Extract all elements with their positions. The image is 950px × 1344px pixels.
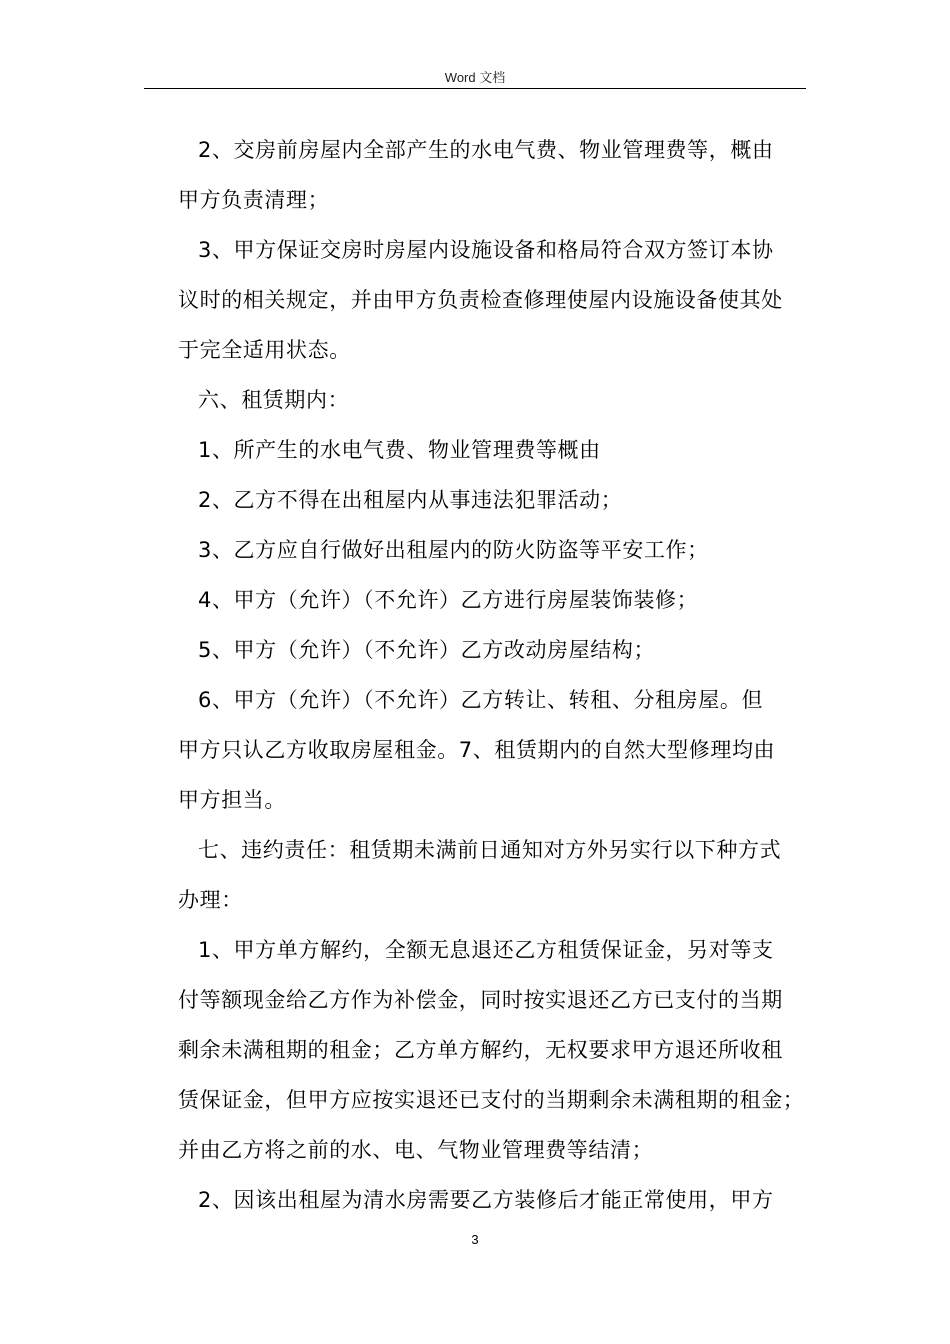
body-line: 于完全适用状态。	[178, 338, 351, 362]
page-header: Word 文档	[444, 70, 506, 85]
body-line: 2、乙方不得在出租屋内从事违法犯罪活动；	[198, 488, 623, 512]
header-rule	[144, 88, 806, 89]
body-line: 剩余未满租期的租金；乙方单方解约，无权要求甲方退还所收租	[178, 1038, 783, 1062]
body-line: 3、甲方保证交房时房屋内设施设备和格局符合双方签订本协	[198, 238, 774, 262]
body-line: 2、交房前房屋内全部产生的水电气费、物业管理费等，概由	[198, 138, 774, 162]
body-line: 甲方担当。	[178, 788, 286, 812]
body-line: 3、乙方应自行做好出租屋内的防火防盗等平安工作；	[198, 538, 709, 562]
page-number: 3	[471, 1232, 479, 1247]
body-line: 2、因该出租屋为清水房需要乙方装修后才能正常使用，甲方	[198, 1188, 774, 1212]
body-line: 甲方只认乙方收取房屋租金。7、租赁期内的自然大型修理均由	[178, 738, 776, 762]
section-heading: 六、租赁期内：	[198, 388, 350, 412]
body-line: 甲方负责清理；	[178, 188, 330, 212]
body-line: 1、甲方单方解约，全额无息退还乙方租赁保证金，另对等支	[198, 938, 774, 962]
body-line: 赁保证金，但甲方应按实退还已支付的当期剩余未满租期的租金；	[178, 1088, 805, 1112]
body-line: 4、甲方（允许）（不允许）乙方进行房屋装饰装修；	[198, 588, 699, 612]
body-line: 6、甲方（允许）（不允许）乙方转让、转租、分租房屋。但	[198, 688, 764, 712]
section-heading: 七、违约责任：租赁期未满前日通知对方外另实行以下种方式	[198, 838, 782, 862]
body-line: 办理：	[178, 888, 243, 912]
body-line: 1、所产生的水电气费、物业管理费等概由	[198, 438, 601, 462]
body-line: 议时的相关规定，并由甲方负责检查修理使屋内设施设备使其处	[178, 288, 783, 312]
body-line: 付等额现金给乙方作为补偿金，同时按实退还乙方已支付的当期	[178, 988, 783, 1012]
body-line: 5、甲方（允许）（不允许）乙方改动房屋结构；	[198, 638, 656, 662]
body-line: 并由乙方将之前的水、电、气物业管理费等结清；	[178, 1138, 654, 1162]
